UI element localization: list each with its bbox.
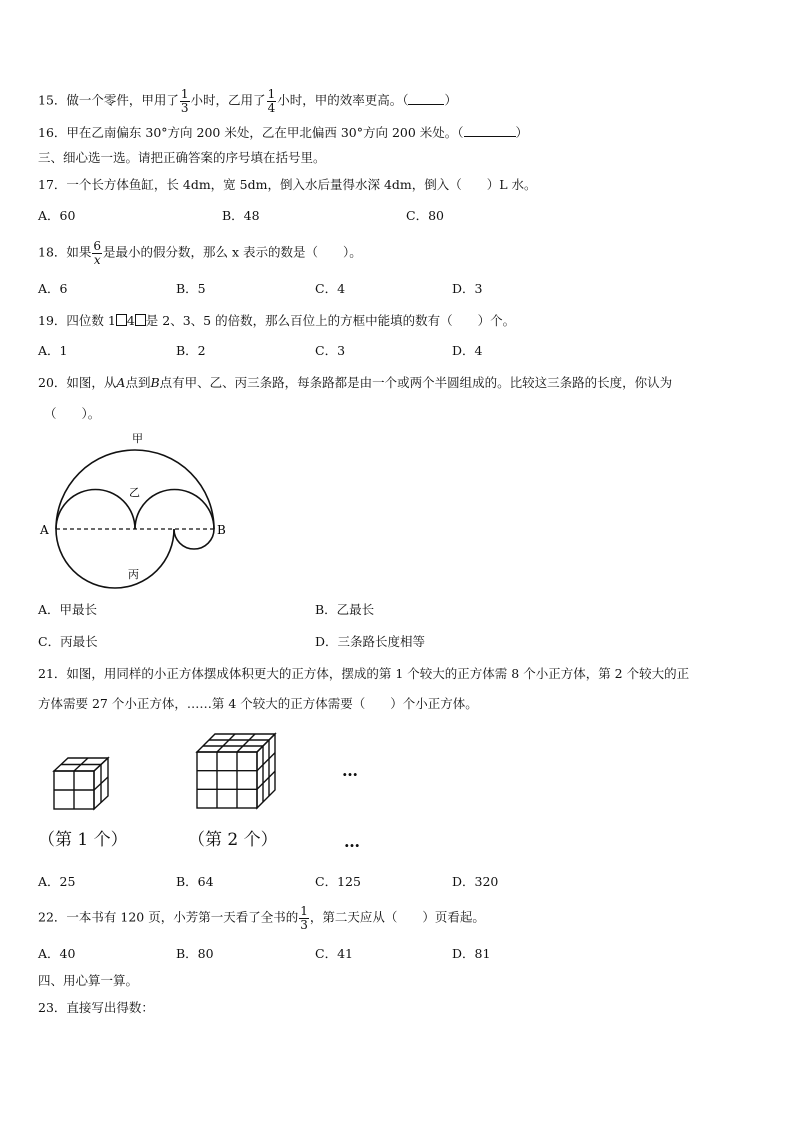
path-yi-arc-1 — [56, 490, 135, 530]
cube-2x2-figure — [52, 755, 112, 811]
q20-option-d[interactable]: D．三条路长度相等 — [315, 634, 426, 649]
q15-mid: 小时，乙用了 — [190, 92, 266, 108]
q19-digit-box-2 — [135, 314, 146, 326]
q21-option-c[interactable]: C．125 — [315, 874, 361, 889]
question-17: 17．一个长方体鱼缸，长 4dm，宽 5dm，倒入水后量得水深 4dm，倒入（ ）L 水。 — [38, 177, 537, 192]
q17-option-b[interactable]: B．48 — [222, 208, 260, 223]
q19-option-c[interactable]: C．3 — [315, 343, 346, 358]
q18-option-b[interactable]: B．5 — [176, 281, 206, 296]
label-jia: 甲 — [132, 432, 143, 445]
q19-option-a[interactable]: A．1 — [38, 343, 68, 358]
q21-option-a[interactable]: A．25 — [38, 874, 76, 889]
q22-option-d[interactable]: D．81 — [452, 946, 491, 961]
question-23: 23．直接写出得数： — [38, 1000, 154, 1015]
q18-option-c[interactable]: C．4 — [315, 281, 346, 296]
label-yi: 乙 — [129, 486, 140, 499]
q22-fraction: $\frac{1}{3}$ — [300, 904, 308, 932]
cube-sequence-dots: … — [342, 761, 358, 780]
q19-digit-box-1 — [116, 314, 127, 326]
q17-option-c[interactable]: C．80 — [406, 208, 444, 223]
question-20-line-2: （ ）。 — [44, 406, 101, 421]
q19-option-d[interactable]: D．4 — [452, 343, 483, 358]
q21-option-d[interactable]: D．320 — [452, 874, 499, 889]
question-21-line-2: 方体需要 27 个小正方体，……第 4 个较大的正方体需要（ ）个小正方体。 — [38, 696, 478, 711]
q18-option-a[interactable]: A．6 — [38, 281, 68, 296]
question-20: 20．如图，从A点到B点有甲、乙、丙三条路，每条路都是由一个或两个半圆组成的。比较这三条路的长度，你认为 — [38, 375, 673, 390]
caption-second-cube: （第 2 个） — [188, 830, 278, 850]
label-point-a: A — [40, 523, 49, 537]
path-bing-arc-1 — [56, 529, 174, 588]
q19-option-b[interactable]: B．2 — [176, 343, 206, 358]
q21-option-b[interactable]: B．64 — [176, 874, 214, 889]
question-19: 19．四位数 1 4 是 2、3、5 的倍数，那么百位上的方框中能填的数有（ ）个。 — [38, 313, 516, 328]
label-point-b: B — [217, 523, 226, 537]
q20-option-b[interactable]: B．乙最长 — [315, 602, 375, 617]
section-3-heading: 三、细心选一选。请把正确答案的序号填在括号里。 — [38, 150, 326, 165]
q18-fraction: $\frac{6}{x}$ — [93, 239, 102, 267]
q16-answer-blank[interactable] — [464, 126, 516, 137]
q22-option-c[interactable]: C．41 — [315, 946, 353, 961]
q22-option-b[interactable]: B．80 — [176, 946, 214, 961]
question-16: 16．甲在乙南偏东 30°方向 200 米处，乙在甲北偏西 30°方向 200 米处。（ ） — [38, 125, 529, 140]
q20-option-c[interactable]: C．丙最长 — [38, 634, 98, 649]
caption-dots: … — [344, 832, 360, 851]
caption-first-cube: （第 1 个） — [38, 830, 128, 850]
q18-option-d[interactable]: D．3 — [452, 281, 483, 296]
q15-tail: 小时，甲的效率更高。（ — [277, 92, 409, 108]
question-21: 21．如图，用同样的小正方体摆成体积更大的正方体，摆成的第 1 个较大的正方体需 8 个小正方体，第 2 个较大的正 — [38, 666, 690, 681]
q20-option-a[interactable]: A．甲最长 — [38, 602, 98, 617]
q17-option-a[interactable]: A．60 — [38, 208, 76, 223]
cube-3x3-figure — [195, 732, 277, 810]
question-22: 22．一本书有 120 页，小芳第一天看了全书的 $\frac{1}{3}$ ，第二天应从（ ）页看起。 — [38, 904, 485, 932]
path-bing-arc-2 — [174, 529, 214, 549]
question-18: 18．如果 $\frac{6}{x}$ 是最小的假分数，那么 x 表示的数是（ ）。 — [38, 239, 362, 267]
q15-fraction-2: $\frac{1}{4}$ — [267, 87, 276, 115]
label-bing: 丙 — [128, 568, 139, 581]
q22-option-a[interactable]: A．40 — [38, 946, 76, 961]
path-yi-arc-2 — [135, 490, 214, 530]
question-15: 15．做一个零件，甲用了 $\frac{1}{3}$ 小时，乙用了 $\frac{1}{4}$ 小时，甲的效率更高。（ ） — [38, 87, 457, 115]
q15-fraction-1: $\frac{1}{3}$ — [180, 87, 189, 115]
q20-paths-figure — [36, 428, 226, 598]
q15-lead: 15．做一个零件，甲用了 — [38, 92, 179, 108]
q15-answer-blank[interactable] — [408, 94, 444, 105]
section-4-heading: 四、用心算一算。 — [38, 973, 139, 988]
